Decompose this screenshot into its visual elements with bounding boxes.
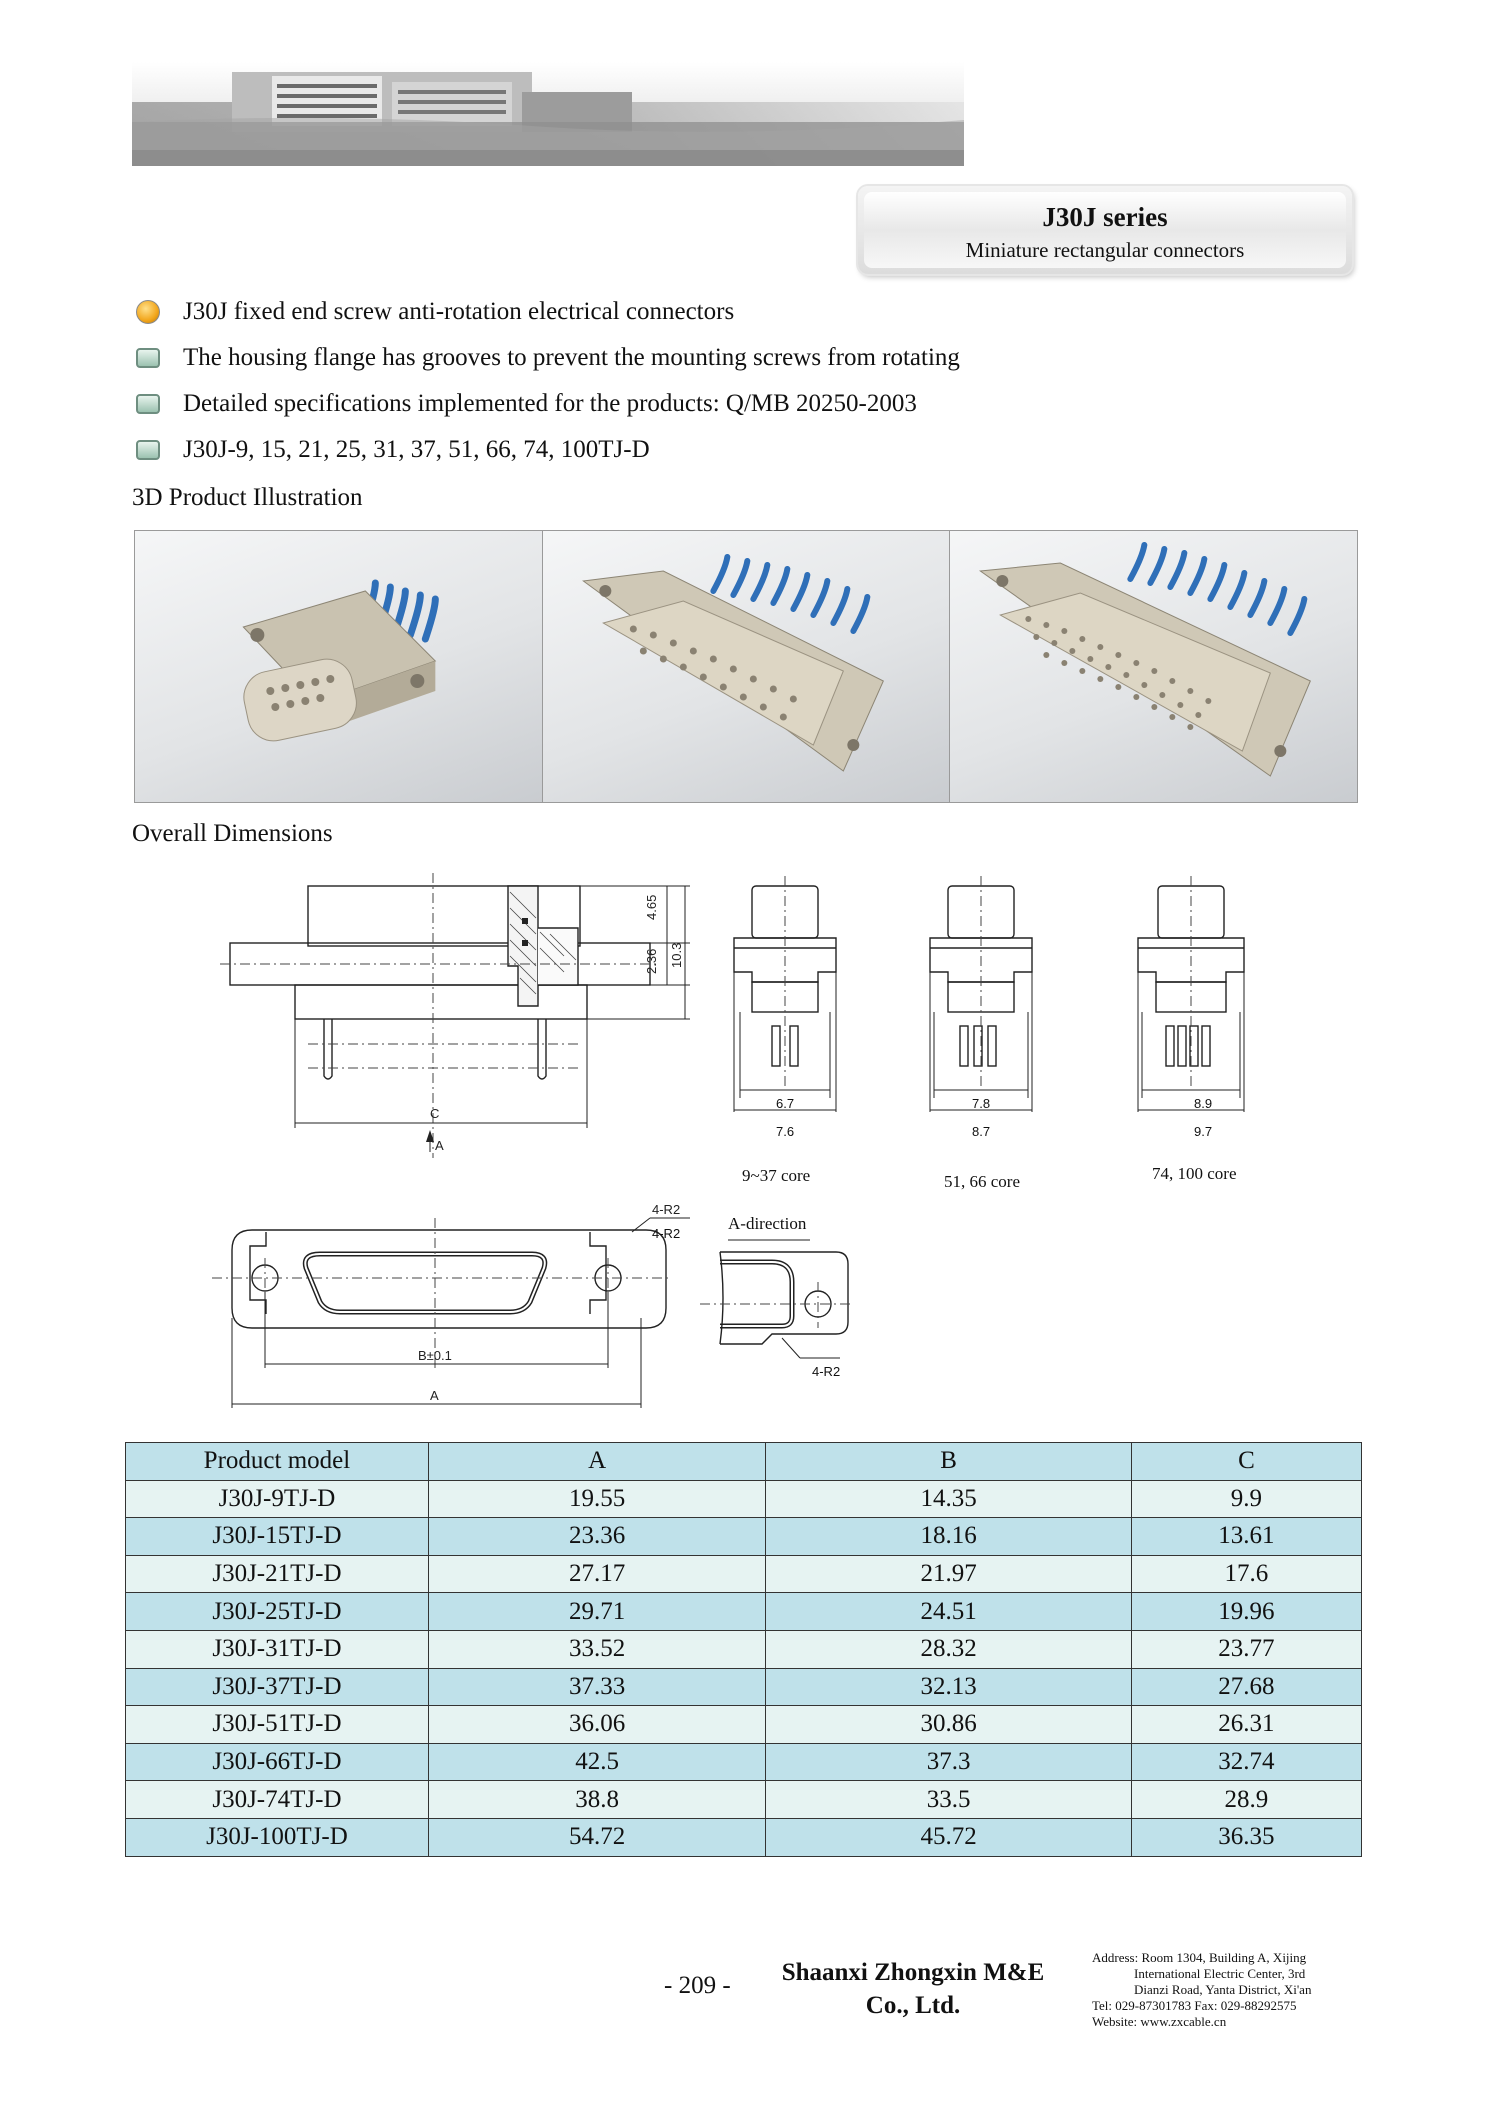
dimension-cell: 17.6 xyxy=(1131,1555,1361,1593)
a-direction-detail-drawing xyxy=(700,1238,860,1378)
series-title: J30J series xyxy=(1042,202,1168,232)
model-cell: J30J-21TJ-D xyxy=(126,1555,429,1593)
dimension-cell: 45.72 xyxy=(766,1818,1131,1856)
model-cell: J30J-25TJ-D xyxy=(126,1593,429,1631)
model-cell: J30J-31TJ-D xyxy=(126,1630,429,1668)
bullet-text: J30J-9, 15, 21, 25, 31, 37, 51, 66, 74, 100TJ-D xyxy=(183,436,650,463)
dimension-cell: 54.72 xyxy=(428,1818,766,1856)
end-view-caption: 51, 66 core xyxy=(944,1172,1021,1191)
series-subtitle: Miniature rectangular connectors xyxy=(965,238,1245,262)
dimension-cell: 26.31 xyxy=(1131,1706,1361,1744)
green-square-icon xyxy=(136,348,160,368)
a-direction-title: A-direction xyxy=(728,1214,807,1233)
dim-label-outer: 7.6 xyxy=(776,1124,795,1139)
dim-label-inner: 8.9 xyxy=(1194,1096,1213,1111)
product-photo-large-connector xyxy=(950,531,1357,802)
dim-label-4-r2: 4-R2 xyxy=(812,1364,841,1379)
dimension-cell: 27.68 xyxy=(1131,1668,1361,1706)
product-photo-medium-connector xyxy=(543,531,951,802)
model-cell: J30J-100TJ-D xyxy=(126,1818,429,1856)
table-row xyxy=(126,1706,1362,1744)
model-cell: J30J-15TJ-D xyxy=(126,1518,429,1556)
view-arrow-label-a: A xyxy=(435,1138,444,1153)
table-row xyxy=(126,1743,1362,1781)
table-row xyxy=(126,1518,1362,1556)
dimension-cell: 42.5 xyxy=(428,1743,766,1781)
address-line: Dianzi Road, Yanta District, Xi'an xyxy=(1134,1982,1312,1997)
dimension-cell: 23.77 xyxy=(1131,1630,1361,1668)
dim-label-2-36: 2.36 xyxy=(644,948,659,974)
dimension-cell: 36.06 xyxy=(428,1706,766,1744)
bullet-item xyxy=(136,298,734,326)
dimension-cell: 29.71 xyxy=(428,1593,766,1631)
dimension-cell: 28.32 xyxy=(766,1630,1131,1668)
address-line: Tel: 029-87301783 Fax: 029-88292575 xyxy=(1092,1998,1297,2013)
end-view-9-37-core xyxy=(724,876,846,1116)
dimension-cell: 13.61 xyxy=(1131,1518,1361,1556)
table-header-cell: Product model xyxy=(126,1443,429,1481)
dimension-cell: 36.35 xyxy=(1131,1818,1361,1856)
address-line: International Electric Center, 3rd xyxy=(1134,1966,1306,1981)
company-line-1: Shaanxi Zhongxin M&E xyxy=(781,1959,1045,1986)
dim-label-4-r2: 4-R2 xyxy=(652,1202,681,1217)
dimension-cell: 14.35 xyxy=(766,1480,1131,1518)
orange-circle-icon xyxy=(136,300,160,324)
table-row xyxy=(126,1593,1362,1631)
table-header-row xyxy=(126,1443,1362,1481)
dim-label-a: A xyxy=(430,1388,439,1403)
dim-label-b: B±0.1 xyxy=(418,1348,452,1363)
section-heading-dimensions: Overall Dimensions xyxy=(132,820,333,847)
header-banner-image xyxy=(132,62,964,166)
table-row xyxy=(126,1668,1362,1706)
dimension-cell: 9.9 xyxy=(1131,1480,1361,1518)
dimension-cell: 27.17 xyxy=(428,1555,766,1593)
dimension-cell: 32.74 xyxy=(1131,1743,1361,1781)
dimension-cell: 37.3 xyxy=(766,1743,1131,1781)
dimension-cell: 32.13 xyxy=(766,1668,1131,1706)
product-photo-small-connector xyxy=(135,531,543,802)
model-cell: J30J-74TJ-D xyxy=(126,1781,429,1819)
dimension-table xyxy=(125,1442,1362,1857)
section-heading-3d: 3D Product Illustration xyxy=(132,484,363,511)
side-view-drawing xyxy=(220,868,700,1168)
table-row xyxy=(126,1480,1362,1518)
dim-label-outer: 8.7 xyxy=(972,1124,991,1139)
dimension-cell: 19.55 xyxy=(428,1480,766,1518)
dim-label-outer: 9.7 xyxy=(1194,1124,1213,1139)
bullet-item xyxy=(136,390,917,418)
model-cell: J30J-66TJ-D xyxy=(126,1743,429,1781)
bullet-item xyxy=(136,436,650,464)
dimension-cell: 23.36 xyxy=(428,1518,766,1556)
dimension-cell: 28.9 xyxy=(1131,1781,1361,1819)
table-row xyxy=(126,1781,1362,1819)
dimension-cell: 21.97 xyxy=(766,1555,1131,1593)
table-header-cell: B xyxy=(766,1443,1131,1481)
dimension-cell: 33.52 xyxy=(428,1630,766,1668)
table-header-cell: A xyxy=(428,1443,766,1481)
front-view-drawing xyxy=(210,1202,700,1424)
dimension-cell: 30.86 xyxy=(766,1706,1131,1744)
model-cell: J30J-9TJ-D xyxy=(126,1480,429,1518)
page-number: - 209 - xyxy=(664,1972,731,1999)
green-square-icon xyxy=(136,394,160,414)
company-name xyxy=(768,1956,1058,2022)
table-row xyxy=(126,1630,1362,1668)
dimension-cell: 38.8 xyxy=(428,1781,766,1819)
bullet-text: J30J fixed end screw anti-rotation electrical connectors xyxy=(183,298,735,325)
dimension-cell: 19.96 xyxy=(1131,1593,1361,1631)
product-photo-strip xyxy=(134,530,1358,803)
green-square-icon xyxy=(136,440,160,460)
dimension-cell: 18.16 xyxy=(766,1518,1131,1556)
dim-label-4-r2: 4-R2 xyxy=(652,1226,681,1241)
dim-label-10-3: 10.3 xyxy=(669,942,684,968)
end-view-74-100-core xyxy=(1126,876,1256,1116)
dimension-cell: 37.33 xyxy=(428,1668,766,1706)
company-address xyxy=(1092,1950,1342,2030)
dimension-cell: 24.51 xyxy=(766,1593,1131,1631)
end-view-caption: 9~37 core xyxy=(742,1166,811,1185)
address-line: Website: www.zxcable.cn xyxy=(1092,2014,1227,2029)
table-row xyxy=(126,1555,1362,1593)
table-row xyxy=(126,1818,1362,1856)
dim-label-inner: 6.7 xyxy=(776,1096,795,1111)
end-view-caption: 74, 100 core xyxy=(1152,1164,1237,1183)
address-line: Address: Room 1304, Building A, Xijing xyxy=(1092,1950,1307,1965)
dim-label-4-65: 4.65 xyxy=(644,894,659,920)
bullet-text: Detailed specifications implemented for the products: Q/MB 20250-2003 xyxy=(183,390,917,417)
bullet-item xyxy=(136,344,960,372)
model-cell: J30J-37TJ-D xyxy=(126,1668,429,1706)
dim-label-inner: 7.8 xyxy=(972,1096,991,1111)
end-view-51-66-core xyxy=(920,876,1042,1116)
dim-label-c: C xyxy=(430,1106,440,1121)
model-cell: J30J-51TJ-D xyxy=(126,1706,429,1744)
company-line-2: Co., Ltd. xyxy=(865,1992,961,2019)
dimension-cell: 33.5 xyxy=(766,1781,1131,1819)
series-title-box xyxy=(858,186,1352,274)
bullet-text: The housing flange has grooves to prevent the mounting screws from rotating xyxy=(183,344,960,371)
table-header-cell: C xyxy=(1131,1443,1361,1481)
